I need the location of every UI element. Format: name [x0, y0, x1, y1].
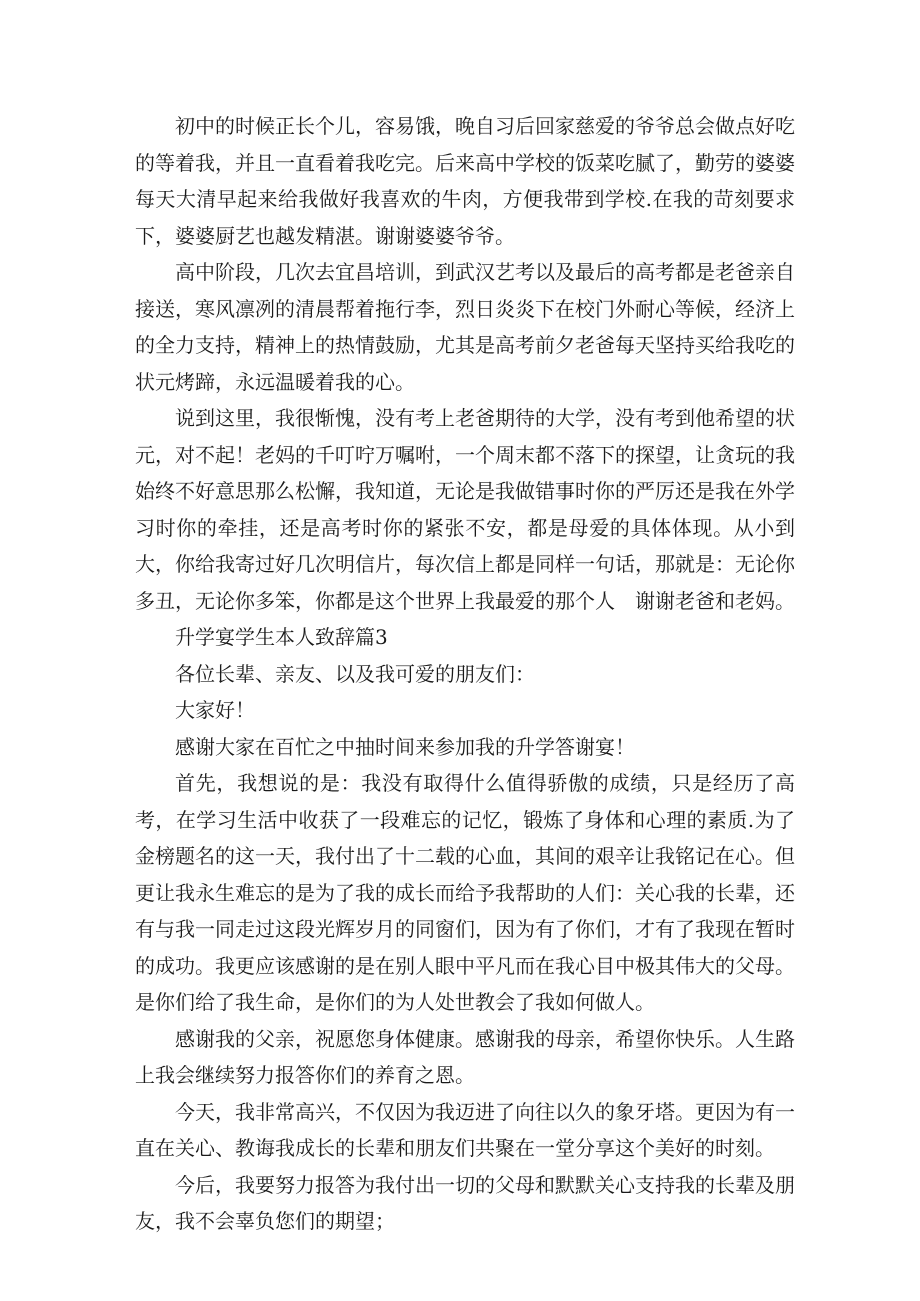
paragraph-mother-love: 说到这里，我很惭愧，没有考上老爸期待的大学，没有考到他希望的状元，对不起！老妈的千叮咛万嘱咐，一个周末都不落下的探望，让贪玩的我始终不好意思那么松懈，我知道，无论是我做错事时你的严厉还是我在外学习时你的牵挂，还是高考时你的紧张不安，都是母爱的具体体现。从小到大，你给我寄过好几次明信片，每次信上都是同样一句话，那就是：无论你多丑，无论你多笨，你都是这个世界上我最爱的那个人 谢谢老爸和老妈。 — [135, 406, 795, 613]
document-body — [135, 108, 795, 1240]
paragraph-first-of-all: 首先，我想说的是：我没有取得什么值得骄傲的成绩，只是经历了高考，在学习生活中收获了一段难忘的记忆，锻炼了身体和心理的素质.为了金榜题名的这一天，我付出了十二载的心血，其间的艰辛让我铭记在心。但更让我永生难忘的是为了我的成长而给予我帮助的人们：关心我的长辈，还有与我一同走过这段光辉岁月的同窗们，因为有了你们，才有了我现在暂时的成功。我更应该感谢的是在别人眼中平凡而在我心目中极其伟大的父母。是你们给了我生命，是你们的为人处世教会了我如何做人。 — [135, 771, 795, 1014]
salutation: 各位长辈、亲友、以及我可爱的朋友们： — [175, 661, 535, 686]
paragraph-today: 今天，我非常高兴，不仅因为我迈进了向往以久的象牙塔。更因为有一直在关心、教诲我成长的长辈和朋友们共聚在一堂分享这个美好的时刻。 — [135, 1099, 795, 1160]
section-heading: 升学宴学生本人致辞篇3 — [175, 625, 388, 649]
paragraph-father-support: 高中阶段，几次去宜昌培训，到武汉艺考以及最后的高考都是老爸亲自接送，寒风凛冽的清晨帮着拖行李，烈日炎炎下在校门外耐心等候，经济上的全力支持，精神上的热情鼓励，尤其是高考前夕老爸每天坚持买给我吃的状元烤蹄，永远温暖着我的心。 — [135, 260, 795, 394]
paragraph-thank-parents: 感谢我的父亲，祝愿您身体健康。感谢我的母亲，希望你快乐。人生路上我会继续努力报答你们的养育之恩。 — [135, 1026, 795, 1087]
paragraph-grandparents: 初中的时候正长个儿，容易饿，晚自习后回家慈爱的爷爷总会做点好吃的等着我，并且一直看着我吃完。后来高中学校的饭菜吃腻了，勤劳的婆婆每天大清早起来给我做好我喜欢的牛肉，方便我带到学校.在我的苛刻要求下，婆婆厨艺也越发精湛。谢谢婆婆爷爷。 — [135, 114, 795, 248]
greeting: 大家好！ — [175, 698, 255, 722]
paragraph-future: 今后，我要努力报答为我付出一切的父母和默默关心支持我的长辈及朋友，我不会辜负您们的期望； — [135, 1172, 795, 1233]
paragraph-thanks-guests: 感谢大家在百忙之中抽时间来参加我的升学答谢宴！ — [175, 734, 635, 759]
